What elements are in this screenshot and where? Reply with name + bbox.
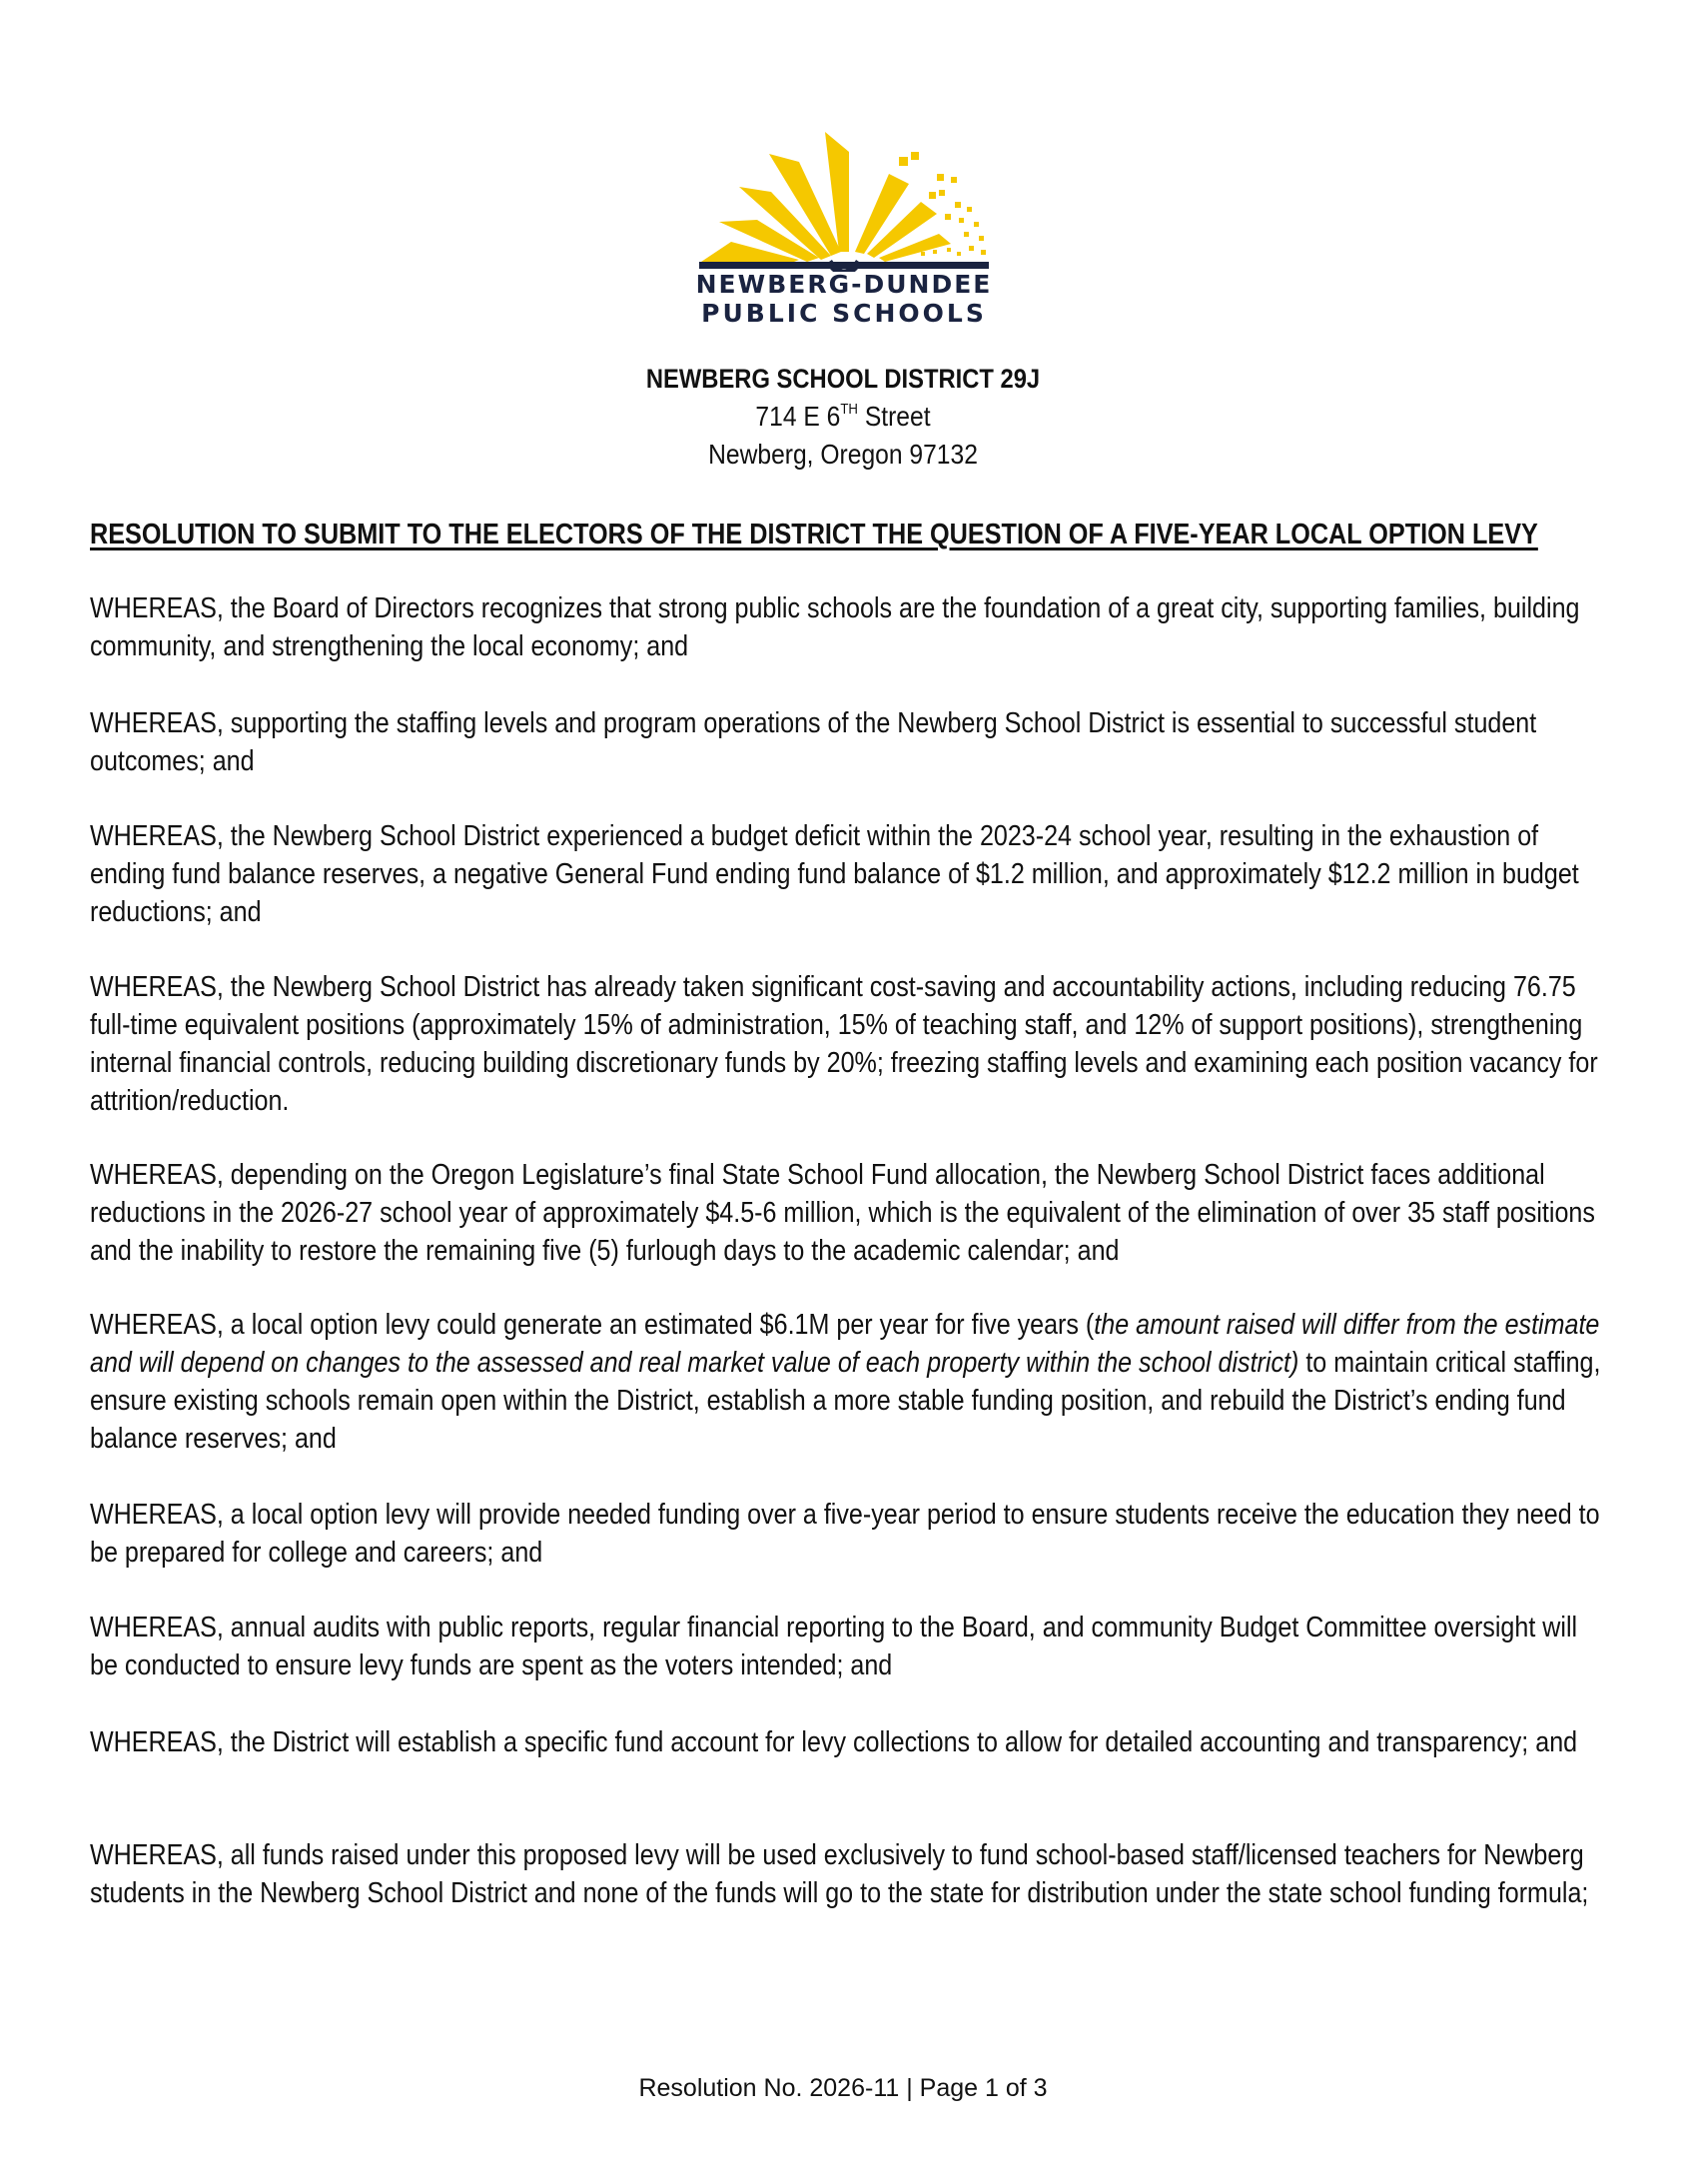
city-state-zip: Newberg, Oregon 97132	[708, 439, 978, 470]
whereas-text: WHEREAS, a local option levy could generate an estimated $6.1M per year for five years (	[90, 1309, 1095, 1341]
page-footer: Resolution No. 2026-11 | Page 1 of 3	[638, 2074, 1048, 2102]
open-book-sunburst-icon	[689, 112, 999, 272]
whereas-paragraph: WHEREAS, the Newberg School District experienced a budget deficit within the 2023-24 school year, resulting in the exhaustion of ending fund balance reserves, a negative General Fund ending fund balance of $1.2 million, and approximately $12.2 million in budget reductions; and	[90, 820, 1579, 928]
whereas-paragraph	[90, 1306, 1610, 1458]
district-logo	[689, 112, 999, 332]
district-header	[0, 360, 1686, 474]
whereas-paragraph: WHEREAS, the District will establish a specific fund account for levy collections to allow for detailed accounting and transparency; and	[90, 1726, 1578, 1758]
whereas-italic-note: the amount raised will differ from the estimate and will depend on changes to the assessed and real market value of each property within the school district)	[90, 1309, 1600, 1379]
whereas-paragraph: WHEREAS, supporting the staffing levels and program operations of the Newberg School District is essential to successful student outcomes; and	[90, 707, 1537, 777]
whereas-text: to maintain critical staffing, ensure existing schools remain open within the District, establish a more stable funding position, and rebuild the District’s ending fund balance reserves; and	[90, 1347, 1601, 1455]
whereas-paragraph: WHEREAS, the Newberg School District has already taken significant cost-saving and accountability actions, including reducing 76.75 full-time equivalent positions (approximately 15% of administration, 15% of teaching staff, and 12% of support positions), strengthening internal financial controls, reducing building discretionary funds by 20%; freezing staffing levels and examining each position vacancy for attrition/reduction.	[90, 971, 1598, 1117]
whereas-paragraph: WHEREAS, the Board of Directors recognizes that strong public schools are the foundation of a great city, supporting families, building community, and strengthening the local economy; and	[90, 592, 1580, 662]
street-number: 714 E 6	[755, 401, 841, 432]
logo-text-line2: PUBLIC SCHOOLS	[701, 299, 987, 328]
district-name: NEWBERG SCHOOL DISTRICT 29J	[645, 364, 1041, 394]
whereas-paragraph: WHEREAS, annual audits with public reports, regular financial reporting to the Board, and community Budget Committee oversight will be conducted to ensure levy funds are spent as the voters intended; and	[90, 1612, 1578, 1681]
street-ordinal-suffix: TH	[840, 401, 858, 418]
whereas-paragraph: WHEREAS, depending on the Oregon Legislature’s final State School Fund allocation, the Newberg School District faces additional reductions in the 2026-27 school year of approximately $4.5-6 million, which is the equivalent of the elimination of over 35 staff positions and the inability to restore the remaining five (5) furlough days to the academic calendar; and	[90, 1159, 1595, 1267]
whereas-paragraph: WHEREAS, all funds raised under this proposed levy will be used exclusively to fund school-based staff/licensed teachers for Newberg students in the Newberg School District and none of the funds will go to the state for distribution under the state school funding formula;	[90, 1839, 1589, 1909]
street-name: Street	[857, 401, 931, 432]
street-address	[101, 398, 1584, 436]
whereas-paragraph: WHEREAS, a local option levy will provide needed funding over a five-year period to ensure students receive the education they need to be prepared for college and careers; and	[90, 1499, 1600, 1569]
logo-book-line	[699, 262, 989, 269]
resolution-title: RESOLUTION TO SUBMIT TO THE ELECTORS OF THE DISTRICT THE QUESTION OF A FIVE-YEAR LOCAL OPTION LEVY	[90, 519, 1538, 550]
logo-text-line1: NEWBERG-DUNDEE	[695, 270, 993, 299]
